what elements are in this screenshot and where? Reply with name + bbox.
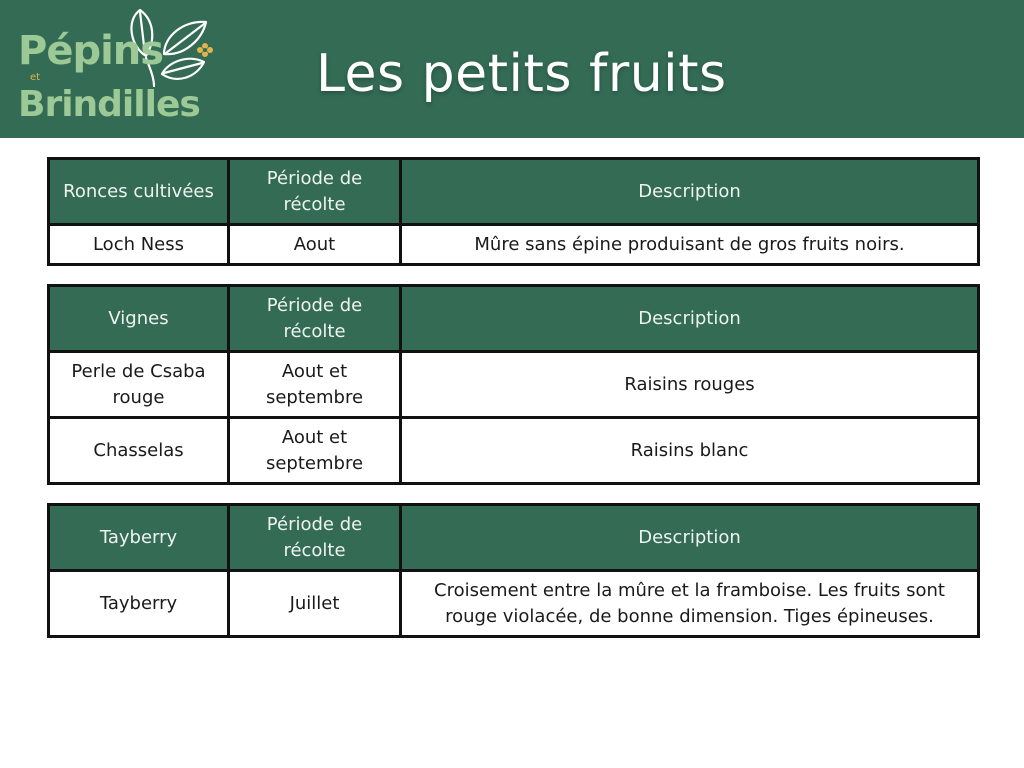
cell-period: Aout [229, 225, 401, 265]
table-ronces [47, 157, 980, 266]
table-header-row [49, 286, 979, 352]
page-title: Les petits fruits [316, 44, 727, 104]
cell-period: Aout et septembre [229, 418, 401, 484]
table-header-row [49, 505, 979, 571]
header-cell-period: Période de récolte [229, 159, 401, 225]
table-row [49, 225, 979, 265]
cell-variety: Loch Ness [49, 225, 229, 265]
table-row [49, 352, 979, 418]
cell-period: Juillet [229, 571, 401, 637]
cell-description: Raisins blanc [401, 418, 979, 484]
cell-description: Croisement entre la mûre et la framboise. Les fruits sont rouge violacée, de bonne dimension. Tiges épineuses. [401, 571, 979, 637]
header-cell-category: Tayberry [49, 505, 229, 571]
cell-variety: Tayberry [49, 571, 229, 637]
table-row [49, 418, 979, 484]
brand-logo [18, 6, 218, 128]
header-cell-description: Description [401, 159, 979, 225]
cell-variety: Chasselas [49, 418, 229, 484]
cell-description: Raisins rouges [401, 352, 979, 418]
table-tayberry [47, 503, 980, 638]
header-cell-period: Période de récolte [229, 505, 401, 571]
logo-word-2: Brindilles [18, 84, 200, 125]
table-header-row [49, 159, 979, 225]
table-vignes [47, 284, 980, 485]
header-cell-category: Vignes [49, 286, 229, 352]
cell-period: Aout et septembre [229, 352, 401, 418]
leaf-logo-icon [18, 6, 218, 128]
logo-connector: et [30, 72, 41, 83]
table-row [49, 571, 979, 637]
logo-word-1: Pépins [18, 28, 164, 74]
header-cell-period: Période de récolte [229, 286, 401, 352]
header-cell-category: Ronces cultivées [49, 159, 229, 225]
cell-description: Mûre sans épine produisant de gros fruits noirs. [401, 225, 979, 265]
header-banner [0, 0, 1024, 138]
header-cell-description: Description [401, 505, 979, 571]
header-cell-description: Description [401, 286, 979, 352]
cell-variety: Perle de Csaba rouge [49, 352, 229, 418]
